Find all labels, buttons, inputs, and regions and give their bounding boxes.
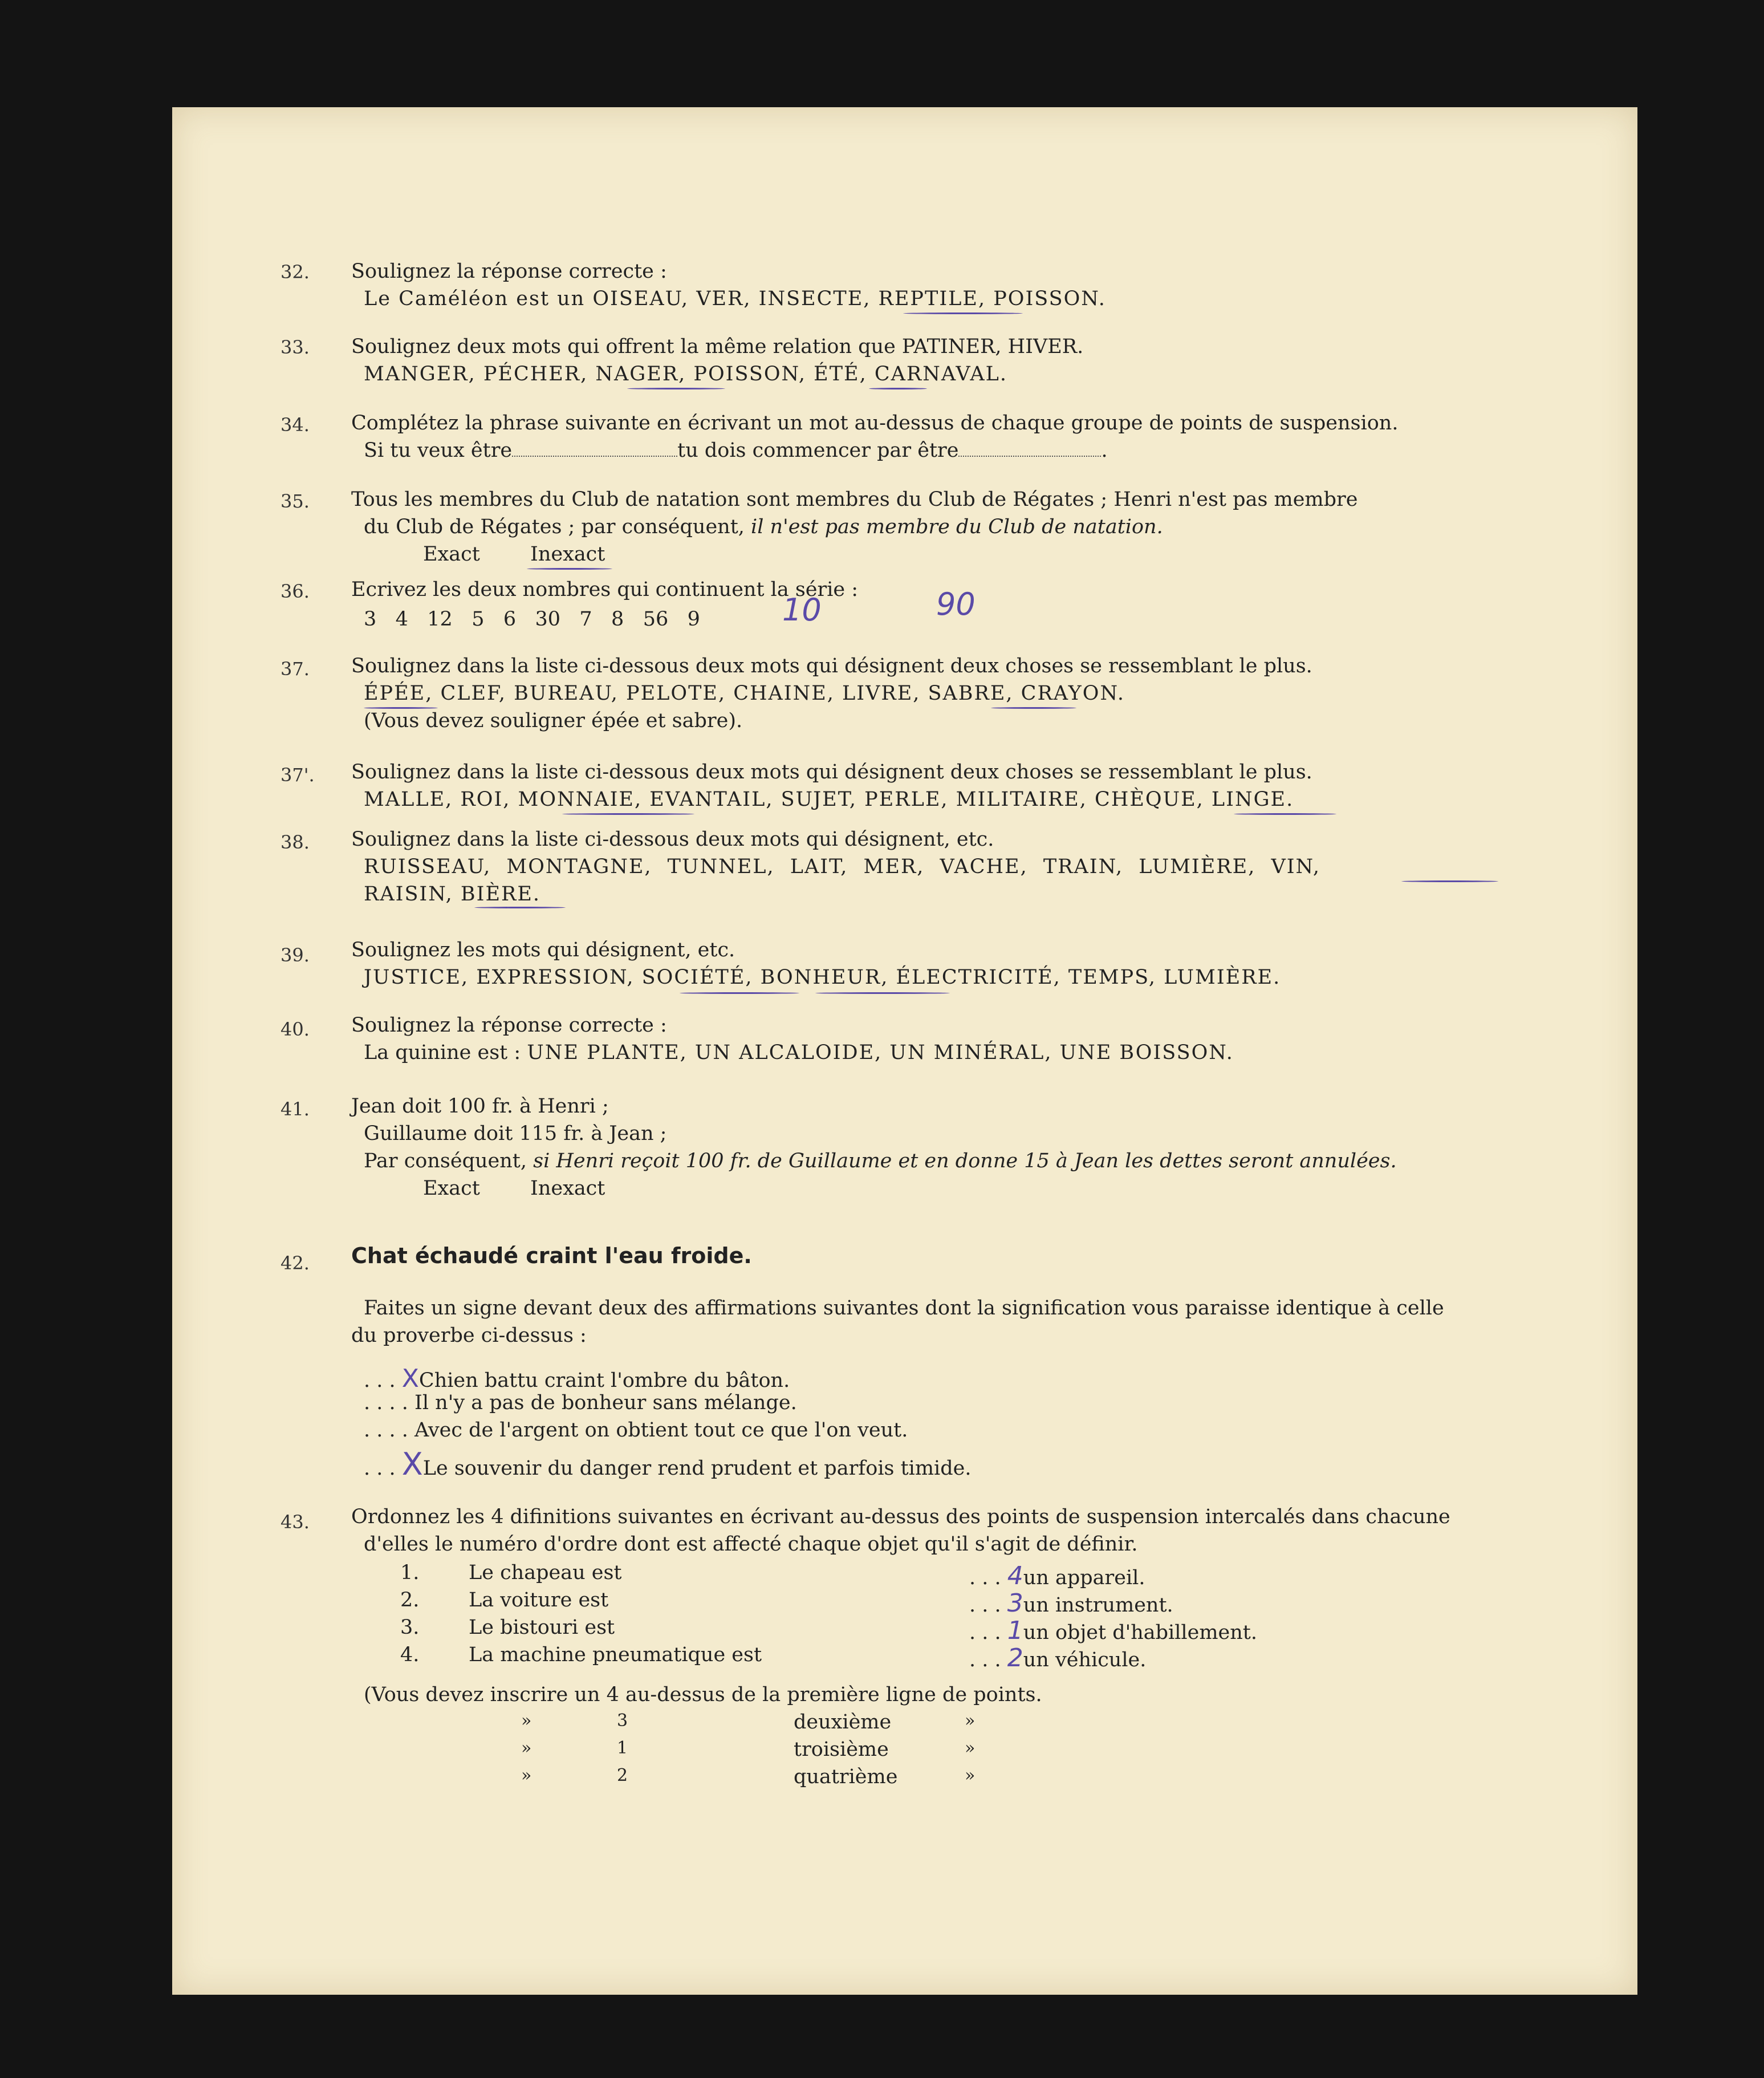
- q37-instruction: Soulignez dans la liste ci-dessous deux mots qui désignent deux choses se ressemblant le plus.: [351, 655, 1312, 677]
- q43-item-answer: 2: [1007, 1643, 1023, 1673]
- q37-underline-2: [991, 707, 1076, 709]
- q42-option-4[interactable]: . . . XLe souvenir du danger rend prudent et parfois timide.: [364, 1446, 972, 1482]
- q41-number: 41.: [281, 1098, 310, 1120]
- q43-note: (Vous devez inscrire un 4 au-dessus de la première ligne de points.: [364, 1683, 1042, 1706]
- q43-item-blank[interactable]: . . . 2un véhicule.: [969, 1643, 1147, 1673]
- q36-instruction: Ecrivez les deux nombres qui continuent la série :: [351, 578, 859, 601]
- ditto-mark: »: [521, 1711, 532, 1731]
- q42-mark-2: X: [401, 1446, 423, 1482]
- q35-inexact[interactable]: Inexact: [530, 543, 605, 566]
- q43-item-answer: 3: [1007, 1589, 1023, 1618]
- q37-underline-1: [364, 707, 438, 709]
- q37b-underline-1: [562, 813, 694, 815]
- q34-part-a: Si tu veux être: [364, 439, 513, 462]
- q42-proverb: Chat échaudé craint l'eau froide.: [351, 1243, 752, 1268]
- q42-option-1-text: Chien battu craint l'ombre du bâton.: [418, 1369, 790, 1392]
- q39-underline-1: [680, 992, 799, 994]
- q37b-underline-2: [1234, 813, 1336, 815]
- q43-item-right: un véhicule.: [1023, 1649, 1147, 1671]
- q37b-instruction: Soulignez dans la liste ci-dessous deux mots qui désignent deux choses se ressemblant le plus.: [351, 761, 1312, 784]
- q40-instruction: Soulignez la réponse correcte :: [351, 1014, 667, 1037]
- q43-item-left: Le chapeau est: [469, 1561, 622, 1584]
- q37-note: (Vous devez souligner épée et sabre).: [364, 709, 743, 732]
- q37-number: 37.: [281, 658, 310, 680]
- q33-instruction: Soulignez deux mots qui offrent la même relation que PATINER, HIVER.: [351, 335, 1084, 358]
- q43-item-right: un instrument.: [1023, 1594, 1173, 1617]
- q43-item-answer: 4: [1007, 1561, 1023, 1590]
- q37b-options: MALLE, ROI, MONNAIE, EVANTAIL, SUJET, PERLE, MILITAIRE, CHÈQUE, LINGE.: [364, 788, 1294, 811]
- q42-instruction-line-1: Faites un signe devant deux des affirmations suivantes dont la signification vous paraisse identique à celle: [364, 1297, 1444, 1320]
- q43-item-left: Le bistouri est: [469, 1616, 615, 1639]
- q35-part-a: du Club de Régates ; par conséquent,: [364, 516, 745, 538]
- q43-item-left: La machine pneumatique est: [469, 1643, 762, 1666]
- q38-underline-1: [1401, 880, 1498, 882]
- q32-underline: [903, 312, 1023, 314]
- ditto-mark: »: [521, 1738, 532, 1758]
- note-number: 2: [617, 1766, 628, 1785]
- q43-item-blank[interactable]: . . . 3un instrument.: [969, 1589, 1173, 1618]
- q43-instruction-line-2: d'elles le numéro d'ordre dont est affecté chaque objet qu'il s'agit de définir.: [364, 1533, 1138, 1556]
- q43-item-number: 4.: [400, 1643, 420, 1666]
- q35-instruction: Tous les membres du Club de natation sont membres du Club de Régates ; Henri n'est pas membre: [351, 488, 1358, 511]
- q42-mark-1: X: [401, 1364, 419, 1393]
- q43-item-right: un objet d'habillement.: [1023, 1621, 1257, 1644]
- q38-underline-2: [474, 907, 566, 908]
- q34-sentence: Si tu veux être tu dois commencer par être .: [364, 439, 1108, 462]
- q32-options: Le Caméléon est un OISEAU, VER, INSECTE, REPTILE, POISSON.: [364, 287, 1106, 310]
- ditto-mark: »: [965, 1766, 976, 1785]
- q42-instruction-line-2: du proverbe ci-dessus :: [351, 1324, 587, 1347]
- q38-number: 38.: [281, 831, 310, 853]
- q35-underline: [527, 568, 612, 570]
- q41-part-a: Par conséquent,: [364, 1150, 527, 1172]
- q33-number: 33.: [281, 336, 310, 358]
- q35-exact[interactable]: Exact: [423, 543, 480, 566]
- q38-instruction: Soulignez dans la liste ci-dessous deux mots qui désignent, etc.: [351, 828, 994, 851]
- q43-instruction-line-1: Ordonnez les 4 difinitions suivantes en écrivant au-dessus des points de suspension intercalés dans chacune: [351, 1505, 1450, 1528]
- q43-item-number: 1.: [400, 1561, 420, 1584]
- q42-number: 42.: [281, 1252, 310, 1274]
- q43-item-number: 2.: [400, 1589, 420, 1612]
- q33-options: MANGER, PÉCHER, NAGER, POISSON, ÉTÉ, CARNAVAL.: [364, 363, 1007, 385]
- q34-blank-2[interactable]: [958, 456, 1101, 457]
- q40-number: 40.: [281, 1018, 310, 1040]
- note-ordinal: deuxième: [794, 1711, 892, 1734]
- q43-item-blank[interactable]: . . . 1un objet d'habillement.: [969, 1616, 1257, 1645]
- q39-number: 39.: [281, 944, 310, 966]
- q43-item-left: La voiture est: [469, 1589, 609, 1612]
- q42-option-2-text: Il n'y a pas de bonheur sans mélange.: [414, 1391, 797, 1414]
- q43-item-answer: 1: [1007, 1616, 1023, 1645]
- note-number: 1: [617, 1738, 628, 1758]
- q42-option-1[interactable]: . . . XChien battu craint l'ombre du bâton.: [364, 1364, 790, 1393]
- q42-option-3[interactable]: . . . . Avec de l'argent on obtient tout ce que l'on veut.: [364, 1419, 908, 1442]
- q37b-number: 37'.: [281, 764, 315, 786]
- q37-options: ÉPÉE, CLEF, BUREAU, PELOTE, CHAINE, LIVRE, SABRE, CRAYON.: [364, 682, 1125, 705]
- ditto-mark: »: [521, 1766, 532, 1785]
- note-ordinal: troisième: [794, 1738, 889, 1761]
- q43-item-number: 3.: [400, 1616, 420, 1639]
- q41-conclusion: [364, 1150, 1397, 1172]
- q38-options-line-2: RAISIN, BIÈRE.: [364, 883, 541, 906]
- q33-underline-1: [627, 388, 725, 389]
- q36-series: 3 4 12 5 6 30 7 8 56 9: [364, 608, 700, 631]
- q35-conclusion: [364, 516, 1163, 538]
- q34-part-b: tu dois commencer par être: [677, 439, 959, 462]
- q41-inexact[interactable]: Inexact: [530, 1177, 605, 1200]
- q34-blank-1[interactable]: [512, 456, 677, 457]
- q34-number: 34.: [281, 414, 310, 436]
- note-number: 3: [617, 1711, 628, 1731]
- q41-line-1: Jean doit 100 fr. à Henri ;: [351, 1095, 609, 1118]
- q42-option-2[interactable]: . . . . Il n'y a pas de bonheur sans mélange.: [364, 1391, 797, 1414]
- q32-instruction: Soulignez la réponse correcte :: [351, 260, 667, 283]
- q39-underline-2: [815, 992, 950, 994]
- q42-option-3-text: Avec de l'argent on obtient tout ce que l'on veut.: [414, 1419, 908, 1442]
- questionnaire-sheet: [172, 107, 1637, 1995]
- q35-number: 35.: [281, 490, 310, 512]
- q35-part-b: il n'est pas membre du Club de natation.: [751, 516, 1163, 538]
- q41-part-b: si Henri reçoit 100 fr. de Guillaume et en donne 15 à Jean les dettes seront annulées.: [533, 1150, 1397, 1172]
- q36-handwritten-answer-2: 90: [936, 586, 976, 622]
- q40-options: [364, 1041, 1234, 1064]
- q36-handwritten-answer-1: 10: [782, 592, 822, 628]
- ditto-mark: »: [965, 1738, 976, 1758]
- note-ordinal: quatrième: [794, 1766, 898, 1788]
- q41-exact[interactable]: Exact: [423, 1177, 480, 1200]
- q43-number: 43.: [281, 1511, 310, 1533]
- q38-options-line-1: RUISSEAU, MONTAGNE, TUNNEL, LAIT, MER, VACHE, TRAIN, LUMIÈRE, VIN,: [364, 855, 1321, 878]
- q40-part-a: La quinine est :: [364, 1041, 521, 1064]
- q43-item-blank[interactable]: . . . 4un appareil.: [969, 1561, 1145, 1590]
- q41-line-2: Guillaume doit 115 fr. à Jean ;: [364, 1122, 667, 1145]
- q43-item-right: un appareil.: [1023, 1566, 1145, 1589]
- q39-options: JUSTICE, EXPRESSION, SOCIÉTÉ, BONHEUR, ÉLECTRICITÉ, TEMPS, LUMIÈRE.: [364, 966, 1281, 989]
- q32-number: 32.: [281, 261, 310, 283]
- ditto-mark: »: [965, 1711, 976, 1731]
- q39-instruction: Soulignez les mots qui désignent, etc.: [351, 939, 735, 961]
- q34-instruction: Complétez la phrase suivante en écrivant un mot au-dessus de chaque groupe de points de suspension.: [351, 412, 1399, 435]
- q42-option-4-text: Le souvenir du danger rend prudent et parfois timide.: [422, 1457, 972, 1480]
- q36-number: 36.: [281, 581, 310, 602]
- q33-underline-2: [869, 388, 927, 389]
- q40-part-b: UNE PLANTE, UN ALCALOIDE, UN MINÉRAL, UNE BOISSON.: [527, 1041, 1234, 1064]
